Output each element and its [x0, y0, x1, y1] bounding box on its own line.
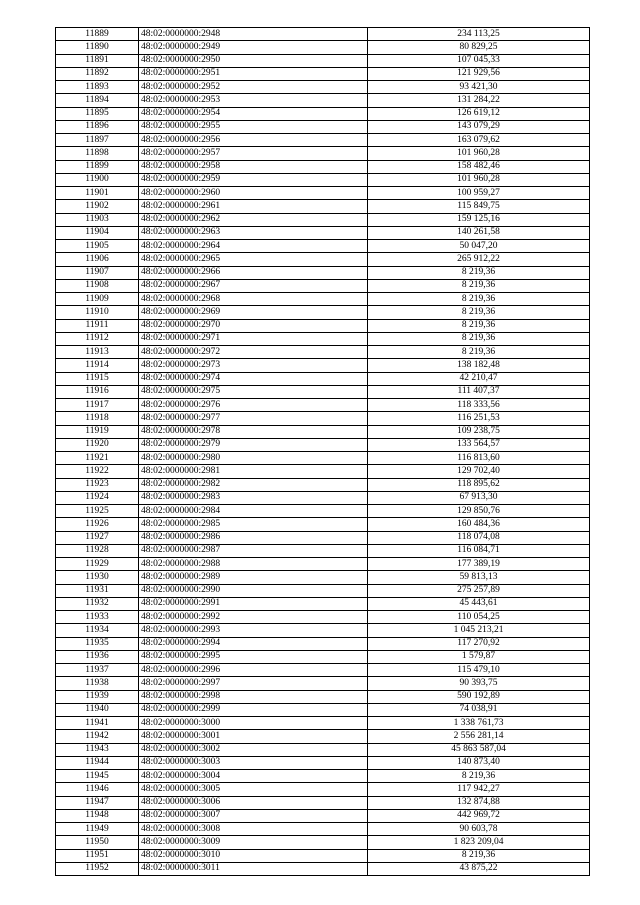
table-row	[56, 452, 590, 465]
table-row	[56, 823, 590, 836]
cadastral-number-cell: 48:02:0000000:2954	[139, 107, 368, 120]
cadastral-value-cell: 8 219,36	[368, 332, 590, 345]
row-number-cell: 11946	[56, 783, 139, 796]
cadastral-value-cell: 158 482,46	[368, 160, 590, 173]
row-number-cell: 11910	[56, 306, 139, 319]
cadastral-value-cell: 101 960,28	[368, 173, 590, 186]
table-row	[56, 306, 590, 319]
cadastral-value-cell: 140 261,58	[368, 226, 590, 239]
table-row	[56, 637, 590, 650]
table-row	[56, 81, 590, 94]
table-row	[56, 359, 590, 372]
row-number-cell: 11950	[56, 836, 139, 849]
cadastral-value-cell: 140 873,40	[368, 756, 590, 769]
cadastral-value-cell: 45 443,61	[368, 597, 590, 610]
cadastral-value-cell: 1 579,87	[368, 650, 590, 663]
cadastral-number-cell: 48:02:0000000:2962	[139, 213, 368, 226]
cadastral-value-cell: 132 874,88	[368, 796, 590, 809]
table-body	[56, 28, 590, 876]
row-number-cell: 11928	[56, 544, 139, 557]
row-number-cell: 11893	[56, 81, 139, 94]
table-row	[56, 28, 590, 41]
table-row	[56, 531, 590, 544]
row-number-cell: 11923	[56, 478, 139, 491]
table-row	[56, 134, 590, 147]
table-row	[56, 147, 590, 160]
cadastral-value-cell: 118 074,08	[368, 531, 590, 544]
cadastral-number-cell: 48:02:0000000:2965	[139, 253, 368, 266]
table-row	[56, 849, 590, 862]
cadastral-value-cell: 118 895,62	[368, 478, 590, 491]
table-row	[56, 690, 590, 703]
table-row	[56, 107, 590, 120]
cadastral-number-cell: 48:02:0000000:2952	[139, 81, 368, 94]
cadastral-value-cell: 90 603,78	[368, 823, 590, 836]
cadastral-number-cell: 48:02:0000000:3002	[139, 743, 368, 756]
cadastral-value-cell: 107 045,33	[368, 54, 590, 67]
table-row	[56, 372, 590, 385]
cadastral-number-cell: 48:02:0000000:2975	[139, 385, 368, 398]
row-number-cell: 11929	[56, 558, 139, 571]
cadastral-number-cell: 48:02:0000000:2992	[139, 611, 368, 624]
table-row	[56, 478, 590, 491]
cadastral-number-cell: 48:02:0000000:3005	[139, 783, 368, 796]
row-number-cell: 11902	[56, 200, 139, 213]
table-row	[56, 611, 590, 624]
row-number-cell: 11913	[56, 346, 139, 359]
row-number-cell: 11911	[56, 319, 139, 332]
row-number-cell: 11948	[56, 809, 139, 822]
table-row	[56, 584, 590, 597]
row-number-cell: 11919	[56, 425, 139, 438]
cadastral-value-cell: 129 850,76	[368, 505, 590, 518]
table-row	[56, 664, 590, 677]
cadastral-value-cell: 8 219,36	[368, 293, 590, 306]
row-number-cell: 11890	[56, 41, 139, 54]
row-number-cell: 11939	[56, 690, 139, 703]
row-number-cell: 11925	[56, 505, 139, 518]
row-number-cell: 11907	[56, 266, 139, 279]
cadastral-number-cell: 48:02:0000000:3001	[139, 730, 368, 743]
cadastral-value-cell: 80 829,25	[368, 41, 590, 54]
cadastral-number-cell: 48:02:0000000:2980	[139, 452, 368, 465]
cadastral-number-cell: 48:02:0000000:2957	[139, 147, 368, 160]
cadastral-value-cell: 8 219,36	[368, 346, 590, 359]
row-number-cell: 11937	[56, 664, 139, 677]
cadastral-value-cell: 2 556 281,14	[368, 730, 590, 743]
cadastral-number-cell: 48:02:0000000:2969	[139, 306, 368, 319]
cadastral-number-cell: 48:02:0000000:3007	[139, 809, 368, 822]
cadastral-value-cell: 1 823 209,04	[368, 836, 590, 849]
cadastral-value-cell: 67 913,30	[368, 491, 590, 504]
cadastral-value-cell: 590 192,89	[368, 690, 590, 703]
table-row	[56, 518, 590, 531]
cadastral-number-cell: 48:02:0000000:3000	[139, 717, 368, 730]
cadastral-value-cell: 129 702,40	[368, 465, 590, 478]
cadastral-value-cell: 115 849,75	[368, 200, 590, 213]
cadastral-number-cell: 48:02:0000000:2964	[139, 240, 368, 253]
cadastral-value-cell: 115 479,10	[368, 664, 590, 677]
row-number-cell: 11903	[56, 213, 139, 226]
cadastral-value-cell: 101 960,28	[368, 147, 590, 160]
row-number-cell: 11933	[56, 611, 139, 624]
row-number-cell: 11892	[56, 67, 139, 80]
cadastral-value-cell: 116 251,53	[368, 412, 590, 425]
cadastral-number-cell: 48:02:0000000:2955	[139, 120, 368, 133]
cadastral-value-cell: 50 047,20	[368, 240, 590, 253]
row-number-cell: 11942	[56, 730, 139, 743]
row-number-cell: 11926	[56, 518, 139, 531]
table-row	[56, 650, 590, 663]
cadastral-value-cell: 93 421,30	[368, 81, 590, 94]
cadastral-number-cell: 48:02:0000000:2951	[139, 67, 368, 80]
cadastral-value-cell: 43 875,22	[368, 862, 590, 875]
cadastral-number-cell: 48:02:0000000:3006	[139, 796, 368, 809]
row-number-cell: 11943	[56, 743, 139, 756]
cadastral-value-cell: 234 113,25	[368, 28, 590, 41]
table-row	[56, 187, 590, 200]
row-number-cell: 11924	[56, 491, 139, 504]
cadastral-number-cell: 48:02:0000000:2985	[139, 518, 368, 531]
table-row	[56, 505, 590, 518]
row-number-cell: 11904	[56, 226, 139, 239]
row-number-cell: 11896	[56, 120, 139, 133]
cadastral-value-cell: 133 564,57	[368, 438, 590, 451]
table-row	[56, 160, 590, 173]
row-number-cell: 11914	[56, 359, 139, 372]
cadastral-number-cell: 48:02:0000000:2988	[139, 558, 368, 571]
cadastral-value-cell: 8 219,36	[368, 849, 590, 862]
table-row	[56, 346, 590, 359]
row-number-cell: 11905	[56, 240, 139, 253]
cadastral-value-cell: 8 219,36	[368, 279, 590, 292]
table-row	[56, 54, 590, 67]
cadastral-number-cell: 48:02:0000000:2984	[139, 505, 368, 518]
cadastral-value-cell: 42 210,47	[368, 372, 590, 385]
table-row	[56, 796, 590, 809]
table-row	[56, 491, 590, 504]
cadastral-number-cell: 48:02:0000000:2976	[139, 399, 368, 412]
cadastral-value-table	[55, 27, 590, 876]
cadastral-value-cell: 442 969,72	[368, 809, 590, 822]
row-number-cell: 11938	[56, 677, 139, 690]
table-row	[56, 677, 590, 690]
table-row	[56, 425, 590, 438]
row-number-cell: 11891	[56, 54, 139, 67]
table-row	[56, 770, 590, 783]
cadastral-value-cell: 117 942,27	[368, 783, 590, 796]
cadastral-value-cell: 163 079,62	[368, 134, 590, 147]
row-number-cell: 11912	[56, 332, 139, 345]
row-number-cell: 11949	[56, 823, 139, 836]
table-row	[56, 862, 590, 875]
cadastral-number-cell: 48:02:0000000:2989	[139, 571, 368, 584]
table-row	[56, 173, 590, 186]
cadastral-value-cell: 265 912,22	[368, 253, 590, 266]
cadastral-number-cell: 48:02:0000000:2970	[139, 319, 368, 332]
cadastral-value-cell: 177 389,19	[368, 558, 590, 571]
table-row	[56, 41, 590, 54]
row-number-cell: 11947	[56, 796, 139, 809]
table-row	[56, 571, 590, 584]
row-number-cell: 11917	[56, 399, 139, 412]
row-number-cell: 11944	[56, 756, 139, 769]
cadastral-number-cell: 48:02:0000000:2974	[139, 372, 368, 385]
table-row	[56, 412, 590, 425]
table-row	[56, 399, 590, 412]
table-row	[56, 253, 590, 266]
cadastral-number-cell: 48:02:0000000:2950	[139, 54, 368, 67]
row-number-cell: 11918	[56, 412, 139, 425]
row-number-cell: 11931	[56, 584, 139, 597]
cadastral-number-cell: 48:02:0000000:2958	[139, 160, 368, 173]
table-row	[56, 332, 590, 345]
cadastral-number-cell: 48:02:0000000:2982	[139, 478, 368, 491]
row-number-cell: 11941	[56, 717, 139, 730]
cadastral-number-cell: 48:02:0000000:3011	[139, 862, 368, 875]
cadastral-number-cell: 48:02:0000000:2990	[139, 584, 368, 597]
table-row	[56, 120, 590, 133]
cadastral-number-cell: 48:02:0000000:2987	[139, 544, 368, 557]
cadastral-value-cell: 116 084,71	[368, 544, 590, 557]
cadastral-number-cell: 48:02:0000000:2996	[139, 664, 368, 677]
cadastral-number-cell: 48:02:0000000:2991	[139, 597, 368, 610]
cadastral-value-cell: 74 038,91	[368, 703, 590, 716]
cadastral-number-cell: 48:02:0000000:2979	[139, 438, 368, 451]
row-number-cell: 11898	[56, 147, 139, 160]
cadastral-number-cell: 48:02:0000000:3010	[139, 849, 368, 862]
cadastral-number-cell: 48:02:0000000:2949	[139, 41, 368, 54]
row-number-cell: 11922	[56, 465, 139, 478]
cadastral-number-cell: 48:02:0000000:2956	[139, 134, 368, 147]
table-row	[56, 836, 590, 849]
table-row	[56, 94, 590, 107]
row-number-cell: 11901	[56, 187, 139, 200]
cadastral-number-cell: 48:02:0000000:2971	[139, 332, 368, 345]
cadastral-value-cell: 45 863 587,04	[368, 743, 590, 756]
row-number-cell: 11909	[56, 293, 139, 306]
cadastral-number-cell: 48:02:0000000:2995	[139, 650, 368, 663]
cadastral-value-cell: 109 238,75	[368, 425, 590, 438]
table-row	[56, 756, 590, 769]
cadastral-number-cell: 48:02:0000000:3008	[139, 823, 368, 836]
cadastral-value-cell: 121 929,56	[368, 67, 590, 80]
cadastral-number-cell: 48:02:0000000:3009	[139, 836, 368, 849]
cadastral-number-cell: 48:02:0000000:2961	[139, 200, 368, 213]
cadastral-number-cell: 48:02:0000000:2994	[139, 637, 368, 650]
table-row	[56, 200, 590, 213]
cadastral-value-cell: 117 270,92	[368, 637, 590, 650]
table-row	[56, 319, 590, 332]
table-row	[56, 226, 590, 239]
table-row	[56, 438, 590, 451]
cadastral-number-cell: 48:02:0000000:2983	[139, 491, 368, 504]
cadastral-number-cell: 48:02:0000000:3003	[139, 756, 368, 769]
table-row	[56, 717, 590, 730]
cadastral-number-cell: 48:02:0000000:2960	[139, 187, 368, 200]
cadastral-number-cell: 48:02:0000000:2966	[139, 266, 368, 279]
cadastral-value-cell: 143 079,29	[368, 120, 590, 133]
cadastral-number-cell: 48:02:0000000:2981	[139, 465, 368, 478]
cadastral-value-cell: 90 393,75	[368, 677, 590, 690]
cadastral-value-cell: 1 045 213,21	[368, 624, 590, 637]
cadastral-value-cell: 275 257,89	[368, 584, 590, 597]
cadastral-number-cell: 48:02:0000000:2998	[139, 690, 368, 703]
cadastral-number-cell: 48:02:0000000:2968	[139, 293, 368, 306]
row-number-cell: 11916	[56, 385, 139, 398]
row-number-cell: 11908	[56, 279, 139, 292]
table-row	[56, 279, 590, 292]
cadastral-value-cell: 126 619,12	[368, 107, 590, 120]
cadastral-value-cell: 59 813,13	[368, 571, 590, 584]
cadastral-number-cell: 48:02:0000000:2978	[139, 425, 368, 438]
cadastral-value-cell: 118 333,56	[368, 399, 590, 412]
cadastral-number-cell: 48:02:0000000:2986	[139, 531, 368, 544]
row-number-cell: 11897	[56, 134, 139, 147]
cadastral-number-cell: 48:02:0000000:2993	[139, 624, 368, 637]
cadastral-number-cell: 48:02:0000000:2997	[139, 677, 368, 690]
cadastral-number-cell: 48:02:0000000:2948	[139, 28, 368, 41]
row-number-cell: 11930	[56, 571, 139, 584]
cadastral-value-cell: 8 219,36	[368, 319, 590, 332]
table-row	[56, 266, 590, 279]
row-number-cell: 11952	[56, 862, 139, 875]
cadastral-value-cell: 8 219,36	[368, 306, 590, 319]
cadastral-number-cell: 48:02:0000000:2963	[139, 226, 368, 239]
table-row	[56, 213, 590, 226]
cadastral-value-cell: 138 182,48	[368, 359, 590, 372]
table-row	[56, 624, 590, 637]
row-number-cell: 11899	[56, 160, 139, 173]
table-row	[56, 809, 590, 822]
row-number-cell: 11935	[56, 637, 139, 650]
row-number-cell: 11895	[56, 107, 139, 120]
cadastral-value-cell: 8 219,36	[368, 770, 590, 783]
row-number-cell: 11920	[56, 438, 139, 451]
table-row	[56, 240, 590, 253]
table-row	[56, 703, 590, 716]
row-number-cell: 11940	[56, 703, 139, 716]
cadastral-number-cell: 48:02:0000000:2953	[139, 94, 368, 107]
row-number-cell: 11894	[56, 94, 139, 107]
row-number-cell: 11906	[56, 253, 139, 266]
row-number-cell: 11951	[56, 849, 139, 862]
cadastral-value-cell: 1 338 761,73	[368, 717, 590, 730]
table-row	[56, 293, 590, 306]
table-row	[56, 465, 590, 478]
table-row	[56, 558, 590, 571]
table-row	[56, 597, 590, 610]
table-row	[56, 783, 590, 796]
cadastral-number-cell: 48:02:0000000:2967	[139, 279, 368, 292]
row-number-cell: 11934	[56, 624, 139, 637]
row-number-cell: 11915	[56, 372, 139, 385]
row-number-cell: 11932	[56, 597, 139, 610]
cadastral-number-cell: 48:02:0000000:2999	[139, 703, 368, 716]
row-number-cell: 11889	[56, 28, 139, 41]
cadastral-value-cell: 159 125,16	[368, 213, 590, 226]
row-number-cell: 11900	[56, 173, 139, 186]
cadastral-number-cell: 48:02:0000000:2977	[139, 412, 368, 425]
row-number-cell: 11921	[56, 452, 139, 465]
cadastral-number-cell: 48:02:0000000:3004	[139, 770, 368, 783]
table-row	[56, 743, 590, 756]
cadastral-value-cell: 116 813,60	[368, 452, 590, 465]
cadastral-number-cell: 48:02:0000000:2973	[139, 359, 368, 372]
cadastral-number-cell: 48:02:0000000:2959	[139, 173, 368, 186]
table-row	[56, 67, 590, 80]
cadastral-value-cell: 131 284,22	[368, 94, 590, 107]
cadastral-value-cell: 111 407,37	[368, 385, 590, 398]
row-number-cell: 11936	[56, 650, 139, 663]
cadastral-number-cell: 48:02:0000000:2972	[139, 346, 368, 359]
cadastral-value-cell: 160 484,36	[368, 518, 590, 531]
cadastral-value-cell: 8 219,36	[368, 266, 590, 279]
table-row	[56, 544, 590, 557]
cadastral-value-cell: 110 054,25	[368, 611, 590, 624]
row-number-cell: 11945	[56, 770, 139, 783]
table-row	[56, 385, 590, 398]
row-number-cell: 11927	[56, 531, 139, 544]
cadastral-value-cell: 100 959,27	[368, 187, 590, 200]
table-row	[56, 730, 590, 743]
